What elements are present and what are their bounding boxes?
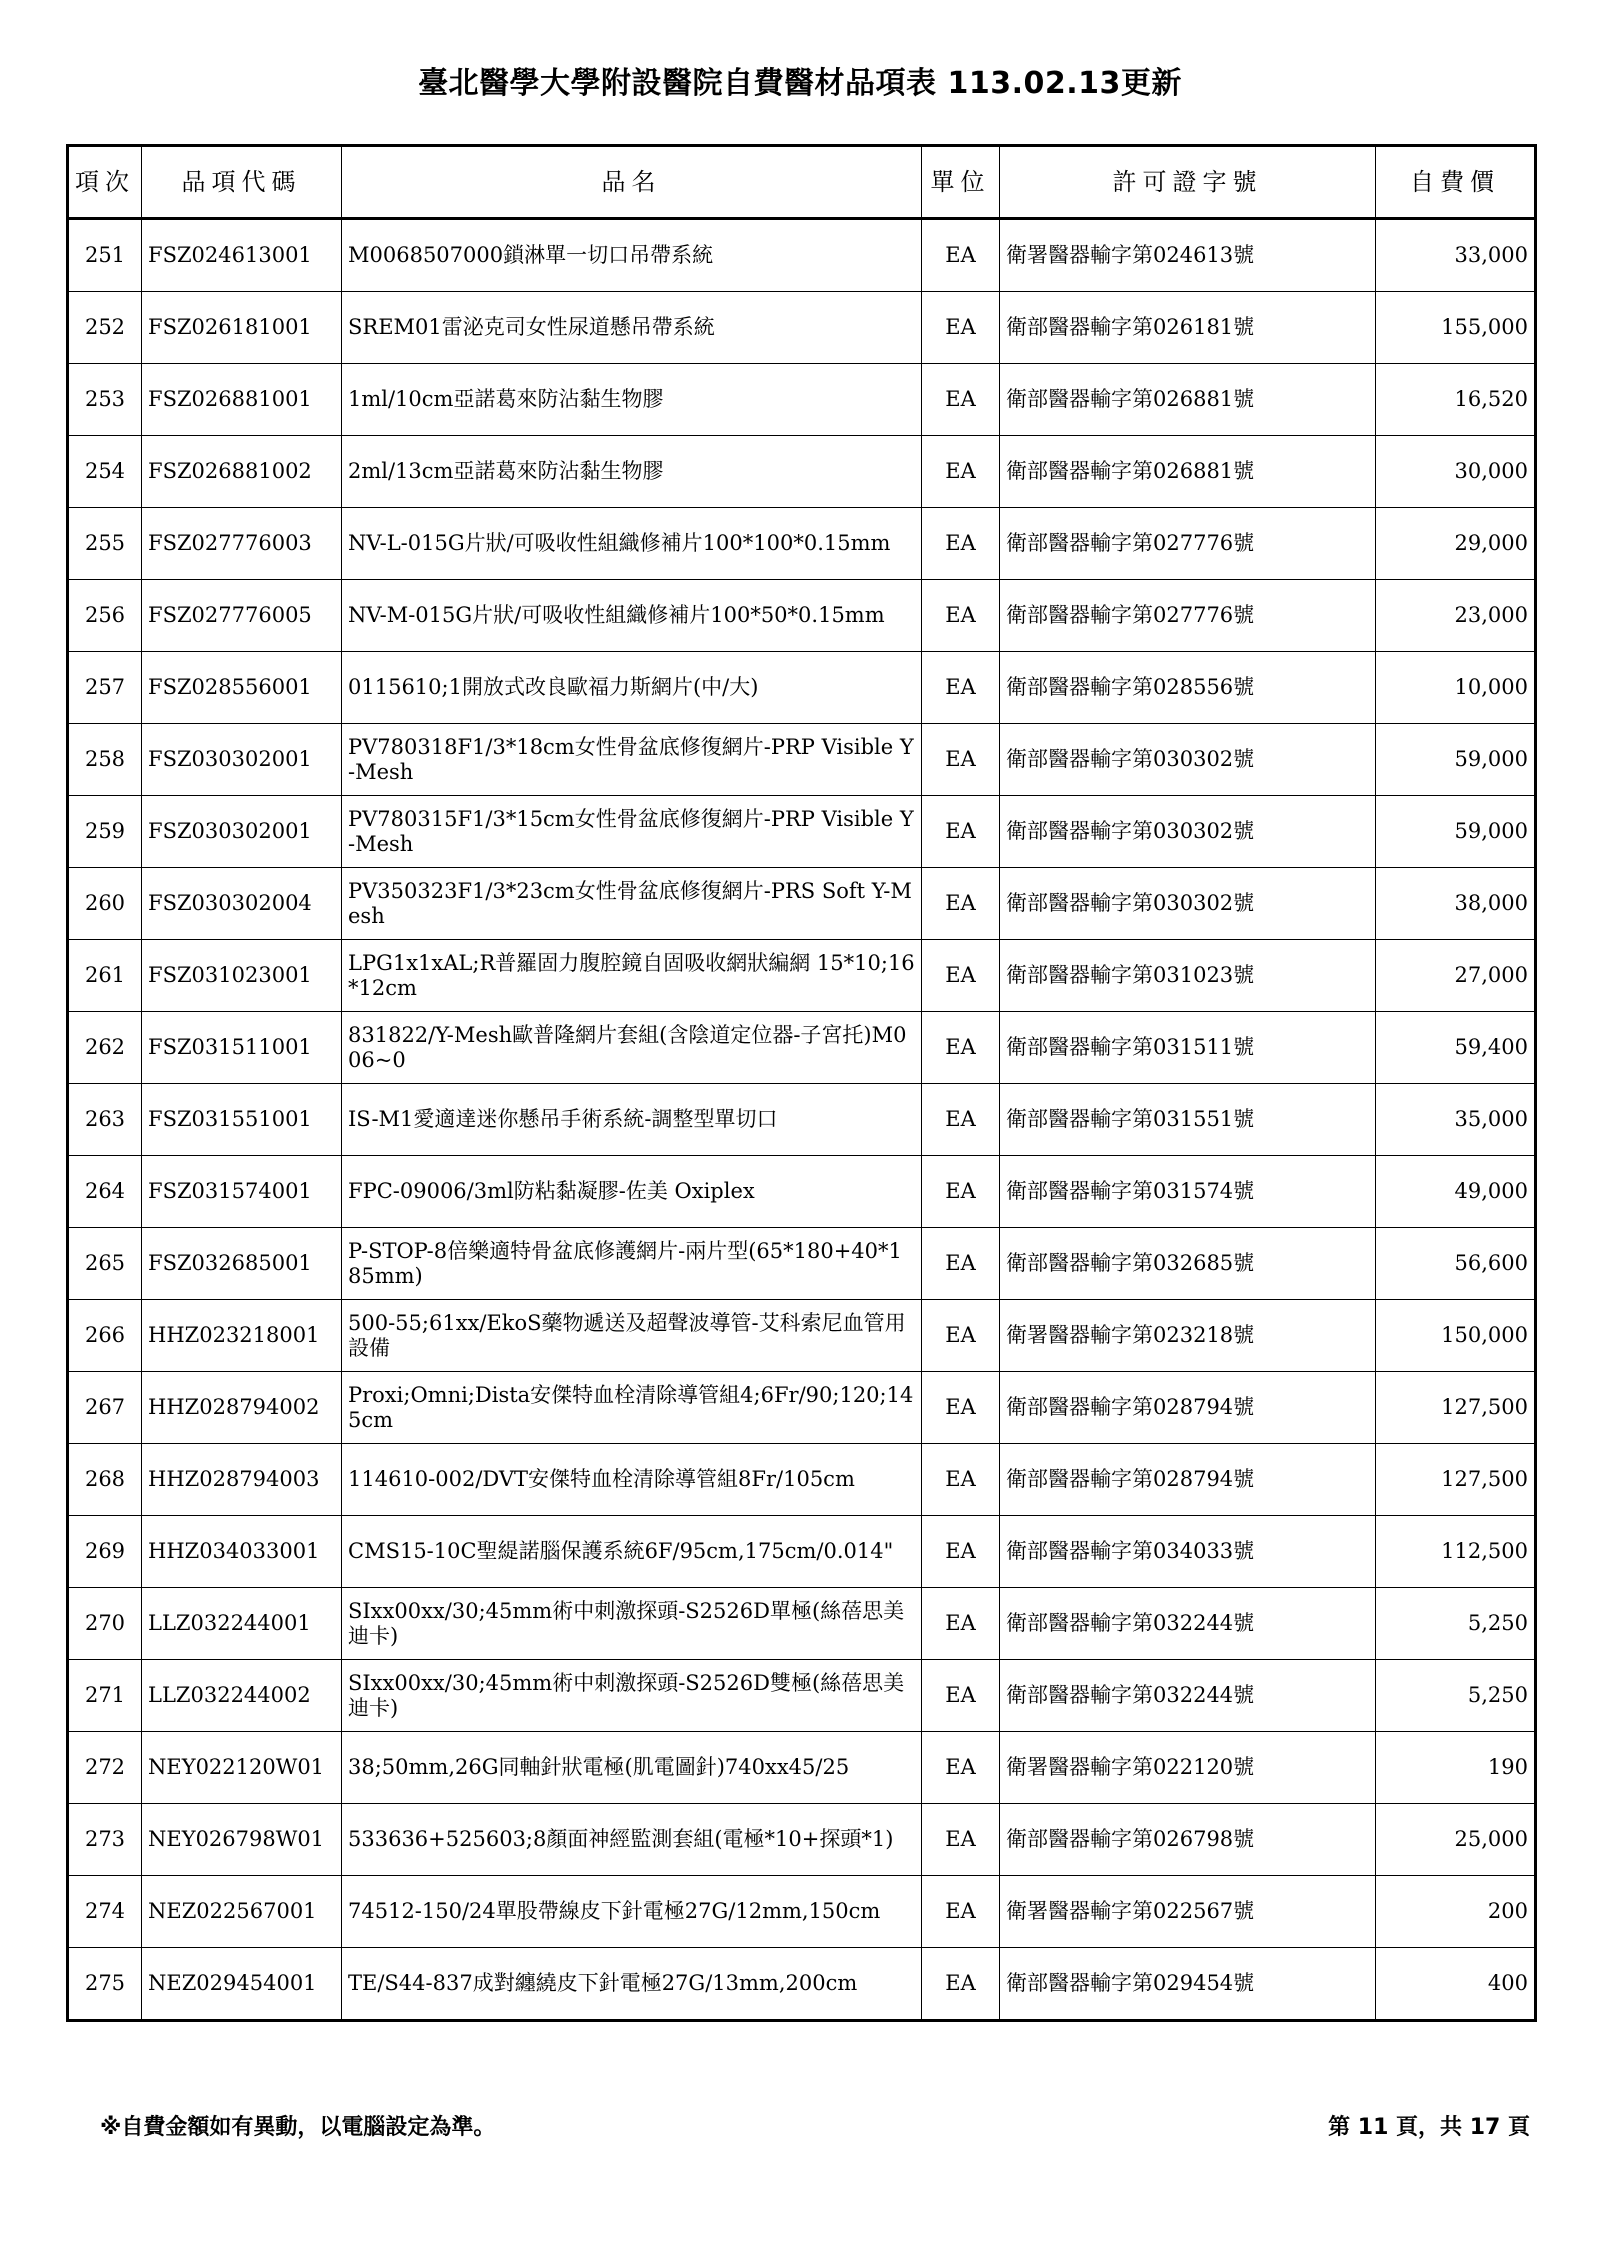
cell-unit: EA (922, 1228, 1000, 1300)
page-number: 第 11 頁，共 17 頁 (1328, 2115, 1530, 2140)
cell-license: 衛部醫器輸字第030302號 (1000, 724, 1376, 796)
table-row (68, 1516, 1536, 1588)
table-row (68, 868, 1536, 940)
cell-code: LLZ032244002 (142, 1660, 342, 1732)
cell-code: FSZ028556001 (142, 652, 342, 724)
cell-license: 衛部醫器輸字第034033號 (1000, 1516, 1376, 1588)
header-unit: 單位 (922, 146, 1000, 219)
table-row (68, 1876, 1536, 1948)
cell-name: NV-L-015G片狀/可吸收性組織修補片100*100*0.15mm (342, 508, 922, 580)
cell-name: FPC-09006/3ml防粘黏凝膠-佐美 Oxiplex (342, 1156, 922, 1228)
cell-price: 10,000 (1376, 652, 1536, 724)
cell-code: HHZ023218001 (142, 1300, 342, 1372)
cell-license: 衛部醫器輸字第028794號 (1000, 1372, 1376, 1444)
cell-no: 275 (68, 1948, 142, 2021)
table-row (68, 1732, 1536, 1804)
cell-name: SREM01雷泌克司女性尿道懸吊帶系統 (342, 292, 922, 364)
cell-license: 衛部醫器輸字第029454號 (1000, 1948, 1376, 2021)
cell-name: Proxi;Omni;Dista安傑特血栓清除導管組4;6Fr/90;120;145cm (342, 1372, 922, 1444)
cell-code: FSZ027776003 (142, 508, 342, 580)
table-row (68, 1804, 1536, 1876)
cell-license: 衛部醫器輸字第026798號 (1000, 1804, 1376, 1876)
cell-unit: EA (922, 1588, 1000, 1660)
cell-unit: EA (922, 292, 1000, 364)
cell-code: FSZ031023001 (142, 940, 342, 1012)
cell-price: 127,500 (1376, 1444, 1536, 1516)
cell-price: 30,000 (1376, 436, 1536, 508)
header-code: 品項代碼 (142, 146, 342, 219)
cell-no: 269 (68, 1516, 142, 1588)
cell-code: HHZ028794003 (142, 1444, 342, 1516)
cell-price: 38,000 (1376, 868, 1536, 940)
cell-price: 59,000 (1376, 796, 1536, 868)
cell-license: 衛部醫器輸字第026181號 (1000, 292, 1376, 364)
cell-price: 59,400 (1376, 1012, 1536, 1084)
cell-code: FSZ030302004 (142, 868, 342, 940)
cell-unit: EA (922, 1948, 1000, 2021)
cell-code: FSZ024613001 (142, 219, 342, 292)
cell-unit: EA (922, 1444, 1000, 1516)
cell-code: FSZ026881002 (142, 436, 342, 508)
cell-no: 261 (68, 940, 142, 1012)
table-row (68, 796, 1536, 868)
cell-no: 267 (68, 1372, 142, 1444)
cell-unit: EA (922, 1516, 1000, 1588)
cell-name: 74512-150/24單股帶線皮下針電極27G/12mm,150cm (342, 1876, 922, 1948)
cell-no: 270 (68, 1588, 142, 1660)
cell-unit: EA (922, 1084, 1000, 1156)
cell-unit: EA (922, 1012, 1000, 1084)
cell-no: 259 (68, 796, 142, 868)
cell-unit: EA (922, 1156, 1000, 1228)
cell-license: 衛署醫器輸字第022120號 (1000, 1732, 1376, 1804)
cell-unit: EA (922, 580, 1000, 652)
cell-license: 衛部醫器輸字第032244號 (1000, 1588, 1376, 1660)
table-row (68, 1084, 1536, 1156)
price-table (66, 144, 1537, 2022)
cell-price: 200 (1376, 1876, 1536, 1948)
cell-unit: EA (922, 219, 1000, 292)
cell-license: 衛部醫器輸字第032244號 (1000, 1660, 1376, 1732)
footer-note: ※自費金額如有異動，以電腦設定為準。 (100, 2115, 496, 2140)
table-row (68, 508, 1536, 580)
table-row (68, 1444, 1536, 1516)
cell-license: 衛署醫器輸字第024613號 (1000, 219, 1376, 292)
table-header-row (68, 146, 1536, 219)
cell-unit: EA (922, 508, 1000, 580)
cell-name: M0068507000鎖淋單一切口吊帶系統 (342, 219, 922, 292)
cell-name: SIxx00xx/30;45mm術中刺激探頭-S2526D單極(絲蓓思美迪卡) (342, 1588, 922, 1660)
cell-price: 33,000 (1376, 219, 1536, 292)
cell-code: NEZ022567001 (142, 1876, 342, 1948)
cell-unit: EA (922, 796, 1000, 868)
cell-name: NV-M-015G片狀/可吸收性組織修補片100*50*0.15mm (342, 580, 922, 652)
cell-unit: EA (922, 1804, 1000, 1876)
cell-no: 253 (68, 364, 142, 436)
cell-no: 262 (68, 1012, 142, 1084)
cell-no: 257 (68, 652, 142, 724)
cell-unit: EA (922, 1876, 1000, 1948)
cell-unit: EA (922, 868, 1000, 940)
cell-license: 衛部醫器輸字第032685號 (1000, 1228, 1376, 1300)
table-row (68, 292, 1536, 364)
cell-name: P-STOP-8倍樂適特骨盆底修護網片-兩片型(65*180+40*185mm) (342, 1228, 922, 1300)
table-row (68, 940, 1536, 1012)
cell-code: NEY026798W01 (142, 1804, 342, 1876)
table-row (68, 219, 1536, 292)
cell-unit: EA (922, 1372, 1000, 1444)
cell-no: 265 (68, 1228, 142, 1300)
header-license: 許可證字號 (1000, 146, 1376, 219)
cell-name: 0115610;1開放式改良歐福力斯網片(中/大) (342, 652, 922, 724)
cell-price: 5,250 (1376, 1588, 1536, 1660)
cell-no: 274 (68, 1876, 142, 1948)
cell-price: 112,500 (1376, 1516, 1536, 1588)
cell-license: 衛部醫器輸字第030302號 (1000, 868, 1376, 940)
cell-price: 155,000 (1376, 292, 1536, 364)
table-row (68, 1372, 1536, 1444)
cell-price: 25,000 (1376, 1804, 1536, 1876)
cell-license: 衛署醫器輸字第023218號 (1000, 1300, 1376, 1372)
cell-code: FSZ031511001 (142, 1012, 342, 1084)
table-row (68, 436, 1536, 508)
cell-name: TE/S44-837成對纏繞皮下針電極27G/13mm,200cm (342, 1948, 922, 2021)
cell-no: 264 (68, 1156, 142, 1228)
table-row (68, 1588, 1536, 1660)
cell-no: 255 (68, 508, 142, 580)
cell-name: LPG1x1xAL;R普羅固力腹腔鏡自固吸收網狀編網 15*10;16*12cm (342, 940, 922, 1012)
cell-price: 56,600 (1376, 1228, 1536, 1300)
cell-unit: EA (922, 1300, 1000, 1372)
cell-no: 251 (68, 219, 142, 292)
cell-price: 190 (1376, 1732, 1536, 1804)
cell-price: 150,000 (1376, 1300, 1536, 1372)
cell-no: 273 (68, 1804, 142, 1876)
table-row (68, 580, 1536, 652)
cell-license: 衛部醫器輸字第031023號 (1000, 940, 1376, 1012)
cell-code: FSZ030302001 (142, 724, 342, 796)
cell-license: 衛部醫器輸字第026881號 (1000, 436, 1376, 508)
cell-no: 260 (68, 868, 142, 940)
cell-code: FSZ027776005 (142, 580, 342, 652)
cell-name: 1ml/10cm亞諾葛來防沾黏生物膠 (342, 364, 922, 436)
cell-code: FSZ026181001 (142, 292, 342, 364)
cell-price: 16,520 (1376, 364, 1536, 436)
cell-name: SIxx00xx/30;45mm術中刺激探頭-S2526D雙極(絲蓓思美迪卡) (342, 1660, 922, 1732)
cell-license: 衛部醫器輸字第026881號 (1000, 364, 1376, 436)
cell-license: 衛部醫器輸字第028794號 (1000, 1444, 1376, 1516)
cell-price: 49,000 (1376, 1156, 1536, 1228)
cell-code: FSZ032685001 (142, 1228, 342, 1300)
cell-unit: EA (922, 1660, 1000, 1732)
cell-code: HHZ034033001 (142, 1516, 342, 1588)
cell-license: 衛部醫器輸字第027776號 (1000, 508, 1376, 580)
cell-code: FSZ030302001 (142, 796, 342, 868)
cell-license: 衛部醫器輸字第030302號 (1000, 796, 1376, 868)
cell-name: 114610-002/DVT安傑特血栓清除導管組8Fr/105cm (342, 1444, 922, 1516)
cell-code: FSZ026881001 (142, 364, 342, 436)
table-row (68, 1228, 1536, 1300)
header-name: 品名 (342, 146, 922, 219)
cell-code: NEY022120W01 (142, 1732, 342, 1804)
cell-price: 23,000 (1376, 580, 1536, 652)
cell-no: 258 (68, 724, 142, 796)
cell-price: 400 (1376, 1948, 1536, 2021)
cell-price: 27,000 (1376, 940, 1536, 1012)
cell-license: 衛部醫器輸字第031551號 (1000, 1084, 1376, 1156)
cell-unit: EA (922, 724, 1000, 796)
table-row (68, 652, 1536, 724)
cell-name: PV780315F1/3*15cm女性骨盆底修復網片-PRP Visible Y-Mesh (342, 796, 922, 868)
cell-license: 衛部醫器輸字第031511號 (1000, 1012, 1376, 1084)
cell-name: 831822/Y-Mesh歐普隆網片套組(含陰道定位器-子宮托)M006~0 (342, 1012, 922, 1084)
cell-price: 35,000 (1376, 1084, 1536, 1156)
cell-code: HHZ028794002 (142, 1372, 342, 1444)
cell-name: 533636+525603;8顏面神經監測套組(電極*10+探頭*1) (342, 1804, 922, 1876)
cell-name: PV780318F1/3*18cm女性骨盆底修復網片-PRP Visible Y-Mesh (342, 724, 922, 796)
cell-unit: EA (922, 436, 1000, 508)
cell-name: 500-55;61xx/EkoS藥物遞送及超聲波導管-艾科索尼血管用設備 (342, 1300, 922, 1372)
table-row (68, 1012, 1536, 1084)
cell-price: 29,000 (1376, 508, 1536, 580)
cell-price: 5,250 (1376, 1660, 1536, 1732)
table-row (68, 364, 1536, 436)
cell-no: 271 (68, 1660, 142, 1732)
cell-unit: EA (922, 1732, 1000, 1804)
cell-license: 衛署醫器輸字第022567號 (1000, 1876, 1376, 1948)
cell-name: 38;50mm,26G同軸針狀電極(肌電圖針)740xx45/25 (342, 1732, 922, 1804)
cell-name: 2ml/13cm亞諾葛來防沾黏生物膠 (342, 436, 922, 508)
cell-unit: EA (922, 364, 1000, 436)
table-row (68, 724, 1536, 796)
table-row (68, 1300, 1536, 1372)
cell-no: 266 (68, 1300, 142, 1372)
cell-name: PV350323F1/3*23cm女性骨盆底修復網片-PRS Soft Y-Mesh (342, 868, 922, 940)
cell-price: 59,000 (1376, 724, 1536, 796)
cell-no: 272 (68, 1732, 142, 1804)
table-row (68, 1156, 1536, 1228)
cell-price: 127,500 (1376, 1372, 1536, 1444)
cell-unit: EA (922, 652, 1000, 724)
cell-license: 衛部醫器輸字第028556號 (1000, 652, 1376, 724)
cell-license: 衛部醫器輸字第031574號 (1000, 1156, 1376, 1228)
cell-code: LLZ032244001 (142, 1588, 342, 1660)
table-row (68, 1948, 1536, 2021)
cell-code: FSZ031551001 (142, 1084, 342, 1156)
cell-no: 263 (68, 1084, 142, 1156)
header-no: 項次 (68, 146, 142, 219)
cell-code: NEZ029454001 (142, 1948, 342, 2021)
cell-license: 衛部醫器輸字第027776號 (1000, 580, 1376, 652)
cell-no: 252 (68, 292, 142, 364)
page-title: 臺北醫學大學附設醫院自費醫材品項表 113.02.13更新 (418, 66, 1182, 101)
table-row (68, 1660, 1536, 1732)
cell-no: 256 (68, 580, 142, 652)
cell-unit: EA (922, 940, 1000, 1012)
cell-no: 254 (68, 436, 142, 508)
cell-code: FSZ031574001 (142, 1156, 342, 1228)
header-price: 自費價 (1376, 146, 1536, 219)
cell-name: CMS15-10C聖緹諾腦保護系統6F/95cm,175cm/0.014" (342, 1516, 922, 1588)
cell-name: IS-M1愛適達迷你懸吊手術系統-調整型單切口 (342, 1084, 922, 1156)
cell-no: 268 (68, 1444, 142, 1516)
